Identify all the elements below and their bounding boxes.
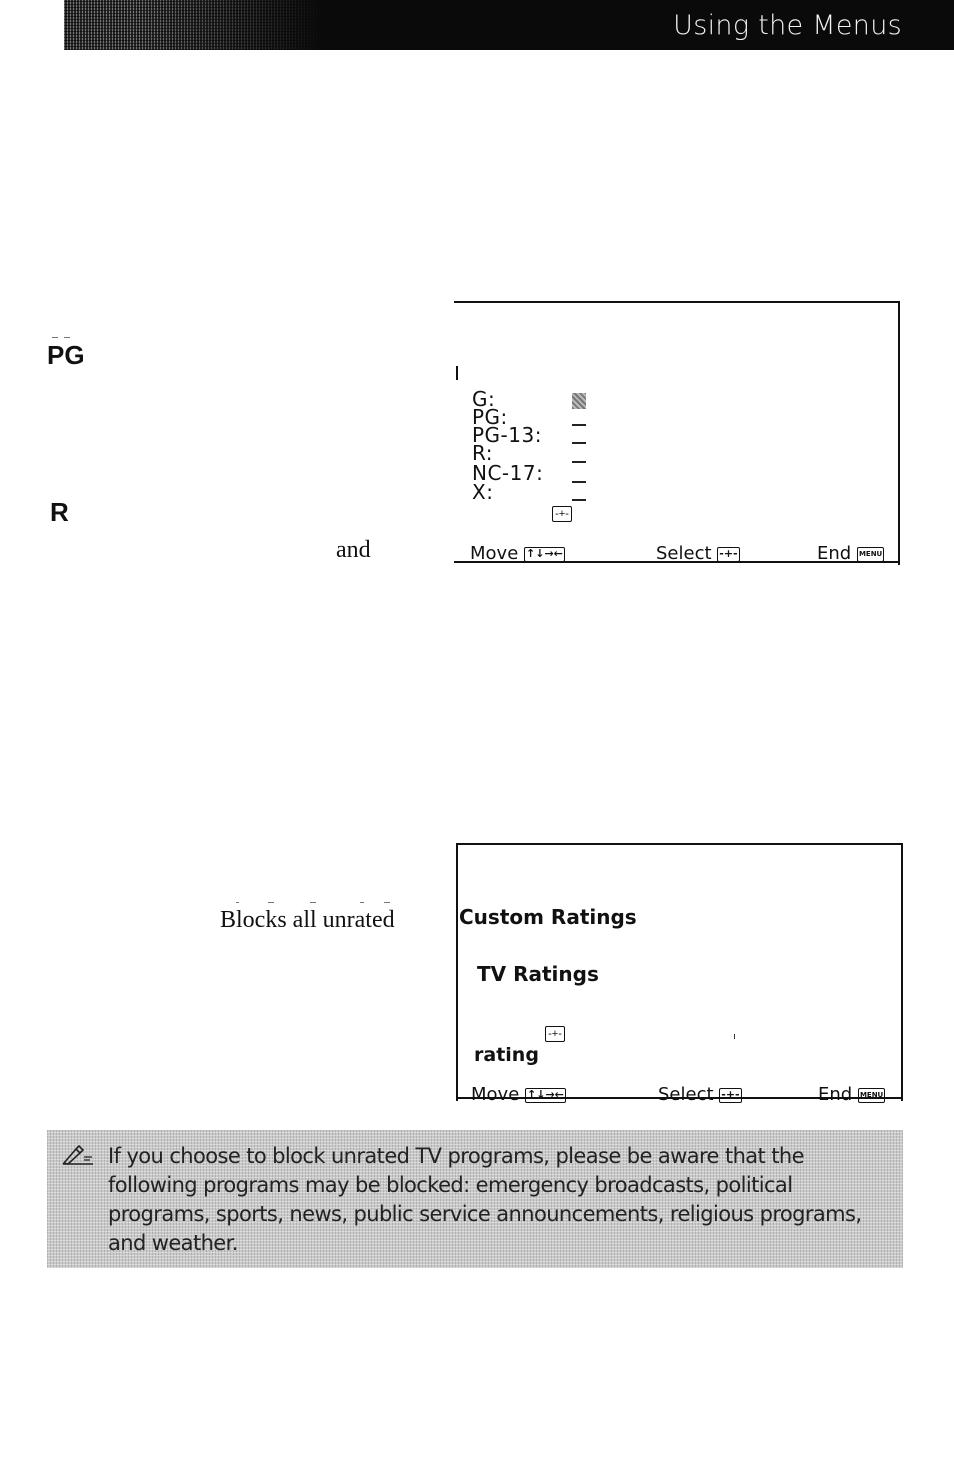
footer-end [818,1084,885,1105]
arrow-keys-icon: ↑↓→← [526,546,563,560]
scan-mark [734,1034,735,1039]
rating-item-g[interactable]: G: [472,387,496,411]
custom-ratings-option[interactable]: Custom Ratings [459,905,637,929]
r-label: R [50,497,69,527]
menu-key-icon: MENU [857,547,884,562]
rating-x-block-indicator[interactable] [572,499,586,501]
scan-mark [310,902,316,903]
footer-move [471,1084,566,1105]
footer-end-label: End [818,1084,853,1105]
blocks-unrated-text: Blocks all unrated [220,907,395,933]
rating-item-pg[interactable]: PG: [472,405,508,429]
rating-pg13-block-indicator[interactable] [572,442,586,444]
footer-end [817,543,884,564]
rating-nc17-block-indicator[interactable] [572,481,586,483]
select-key-icon: -+- [545,1026,565,1042]
rating-r-block-indicator[interactable] [572,461,586,463]
rating-item-r[interactable]: R: [472,441,494,465]
footer-move [470,543,565,564]
pg-label: PG [47,340,85,370]
select-key-icon: -+- [552,506,572,522]
footer-end-label: End [817,543,852,564]
rating-option[interactable]: rating [474,1044,539,1066]
footer-select-label: Select [656,543,712,564]
page-header [64,0,954,50]
footer-move-label: Move [471,1084,520,1105]
menu-key-icon: MENU [858,1088,885,1103]
header-title: Using the Menus [673,10,902,41]
screen-cursor-mark [456,366,458,380]
rating-item-nc17[interactable]: NC-17: [472,461,544,485]
rating-item-pg13[interactable]: PG-13: [472,423,542,447]
pencil-note-icon [62,1143,96,1165]
select-key-icon: -+- [719,546,738,560]
scan-mark [360,902,364,903]
scan-mark [64,337,70,338]
footer-select-label: Select [658,1084,714,1105]
rating-pg-block-indicator[interactable] [572,424,586,426]
scan-mark [52,337,58,338]
footer-select [658,1084,742,1105]
footer-move-label: Move [470,543,519,564]
scan-mark [268,902,274,903]
rating-g-block-indicator[interactable] [572,393,586,409]
scan-mark [236,902,239,903]
tv-ratings-option[interactable]: TV Ratings [477,962,599,986]
rating-item-x[interactable]: X: [472,480,494,504]
and-text: and [336,537,371,563]
select-key-icon: -+- [721,1087,740,1101]
scan-mark [384,902,390,903]
arrow-keys-icon: ↑↓→← [527,1087,564,1101]
header-texture [64,0,324,50]
footer-select [656,543,740,564]
note-text: If you choose to block unrated TV programs, please be aware that the following programs may be blocked: emergency broadcasts, political programs, sports, news, public service announcements, religious programs, and weather. [108,1144,862,1255]
